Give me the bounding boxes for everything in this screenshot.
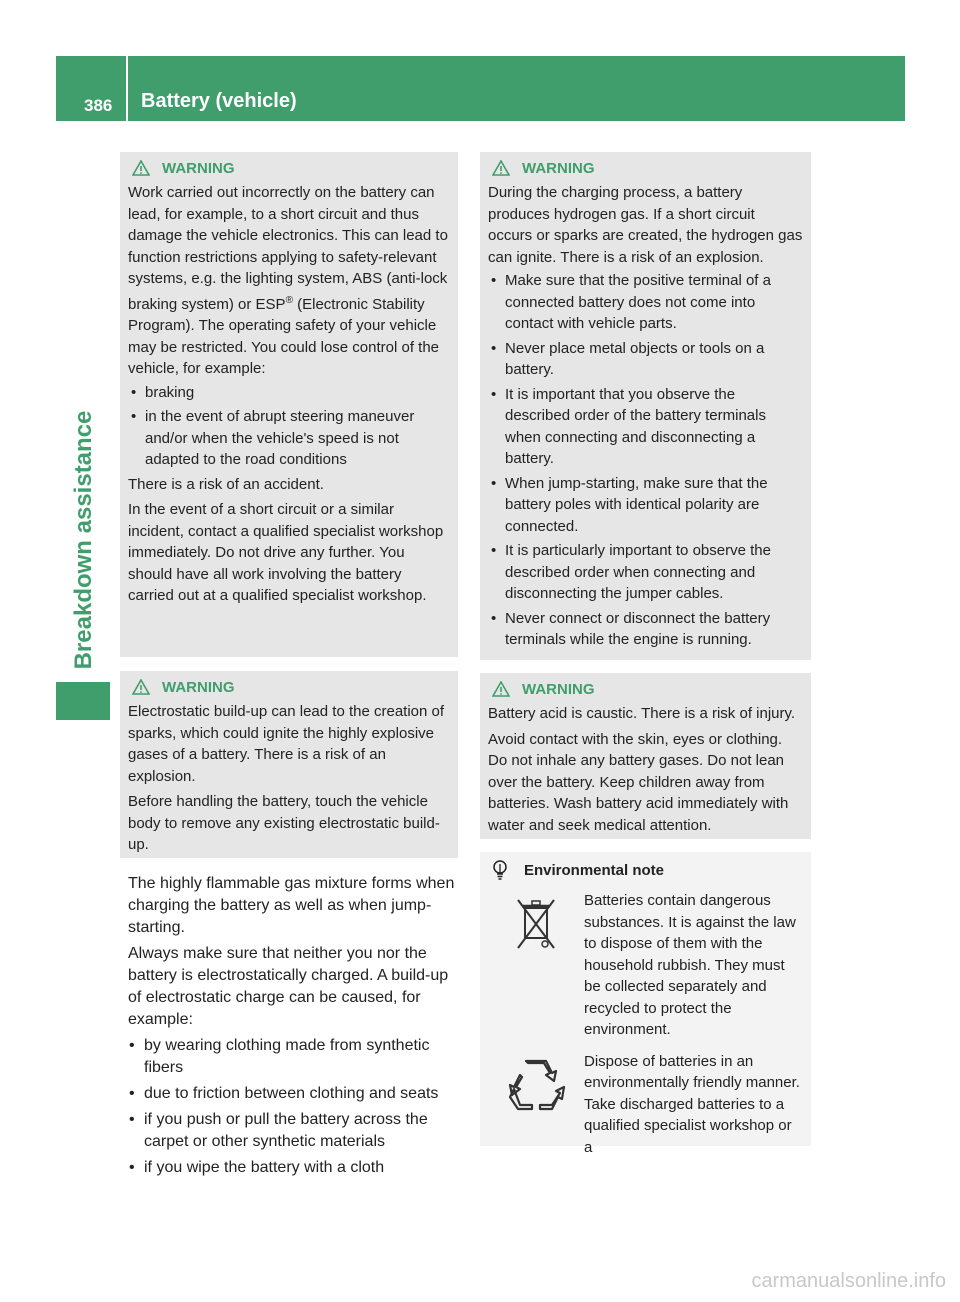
warning-text: There is a risk of an accident. xyxy=(128,475,324,493)
warning-text: Work carried out incorrectly on the battery can lead, for example, to a short circuit and thus damage the vehicle electronics. This can lead to function restrictions applying to safety-relevant systems, e.g. the lighting system, ABS (anti-lock braking system) or ESP® (Electronic Stability Program). The operating safety of your vehicle may be restricted. You could lose control of the vehicle, for example: xyxy=(128,184,448,377)
env-note-item xyxy=(488,890,803,1041)
warning-bullet-list xyxy=(128,382,450,471)
list-item: • It is important that you observe the described order of the battery terminals when connecting and disconnecting a battery. xyxy=(488,384,803,470)
section-title: Battery (vehicle) xyxy=(141,90,297,112)
paragraph: The highly flammable gas mixture forms when charging the battery as well as when jump-starting. xyxy=(128,875,455,936)
list-item: • in the event of abrupt steering maneuver and/or when the vehicle's speed is not adapted to the road conditions xyxy=(128,406,450,471)
warning-text: In the event of a short circuit or a similar incident, contact a qualified specialist workshop immediately. Do not drive any further. You should have all work involving the battery carried out at a qualified specialist workshop. xyxy=(128,501,444,604)
warning-text: Battery acid is caustic. There is a risk of injury. xyxy=(488,705,796,722)
warning-bullet-list xyxy=(488,270,803,651)
environmental-note-heading xyxy=(488,860,803,880)
warning-triangle-icon xyxy=(132,160,150,176)
recycling-icon xyxy=(506,1055,566,1115)
list-item: • Never connect or disconnect the battery terminals while the engine is running. xyxy=(488,608,803,651)
warning-box-hydrogen xyxy=(480,152,811,660)
env-note-item xyxy=(488,1051,803,1159)
warning-text: Avoid contact with the skin, eyes or clothing. Do not inhale any battery gases. Do not lean over the battery. Keep children away from batteries. Wash battery acid immediately with water and seek medical attention. xyxy=(488,730,789,834)
warning-title: WARNING xyxy=(162,159,235,177)
warning-box-electrostatic xyxy=(120,671,458,858)
warning-title: WARNING xyxy=(522,159,595,177)
list-item: • braking xyxy=(128,382,450,404)
warning-text: Electrostatic build-up can lead to the creation of sparks, which could ignite the highly explosive gases of a battery. There is a risk of an explosion. xyxy=(128,703,445,785)
bullet-list xyxy=(128,1035,463,1179)
warning-text: Before handling the battery, touch the vehicle body to remove any existing electrostatic build-up. xyxy=(128,793,440,853)
warning-triangle-icon xyxy=(492,160,510,176)
list-item: • Make sure that the positive terminal of a connected battery does not come into contact with vehicle parts. xyxy=(488,270,803,335)
list-item: • When jump-starting, make sure that the battery poles with identical polarity are connected. xyxy=(488,473,803,538)
warning-title: WARNING xyxy=(162,678,235,696)
list-item: • Never place metal objects or tools on a battery. xyxy=(488,338,803,381)
warning-heading xyxy=(488,158,803,178)
list-item: • due to friction between clothing and seats xyxy=(128,1083,463,1105)
side-tab-marker xyxy=(56,682,110,720)
list-item: • if you wipe the battery with a cloth xyxy=(128,1157,463,1179)
list-item: • by wearing clothing made from synthetic fibers xyxy=(128,1035,463,1079)
warning-box-battery-acid xyxy=(480,673,811,839)
warning-box-battery-work xyxy=(120,152,458,657)
environmental-note-box xyxy=(480,852,811,1156)
header-divider xyxy=(126,56,128,121)
page-number: 386 xyxy=(84,96,113,115)
list-item: • if you push or pull the battery across the carpet or other synthetic materials xyxy=(128,1109,463,1153)
warning-heading xyxy=(488,679,803,699)
environmental-note-title: Environmental note xyxy=(524,861,665,879)
lightbulb-icon xyxy=(492,860,508,880)
paragraph: Always make sure that neither you nor the battery is electrostatically charged. A build-up of electrostatic charge can be caused, for example: xyxy=(128,945,449,1028)
env-note-text: Dispose of batteries in an environmentally friendly manner. Take discharged batteries to a qualified specialist workshop or a xyxy=(584,1052,800,1156)
warning-heading xyxy=(128,677,450,697)
crossed-out-bin-icon xyxy=(508,894,564,954)
warning-triangle-icon xyxy=(132,679,150,695)
watermark: carmanualsonline.info xyxy=(751,1270,946,1292)
warning-heading xyxy=(128,158,450,178)
body-text xyxy=(128,873,463,1183)
env-note-text: Batteries contain dangerous substances. It is against the law to dispose of them with the household rubbish. They must be collected separately and recycled to protect the environment. xyxy=(584,892,796,1038)
list-item: • It is particularly important to observe the described order when connecting and disconnecting the jumper cables. xyxy=(488,540,803,605)
warning-triangle-icon xyxy=(492,681,510,697)
warning-text: During the charging process, a battery produces hydrogen gas. If a short circuit occurs or sparks are created, the hydrogen gas can ignite. There is a risk of an explosion. xyxy=(488,184,803,266)
side-chapter-label: Breakdown assistance xyxy=(70,410,97,670)
warning-title: WARNING xyxy=(522,680,595,698)
